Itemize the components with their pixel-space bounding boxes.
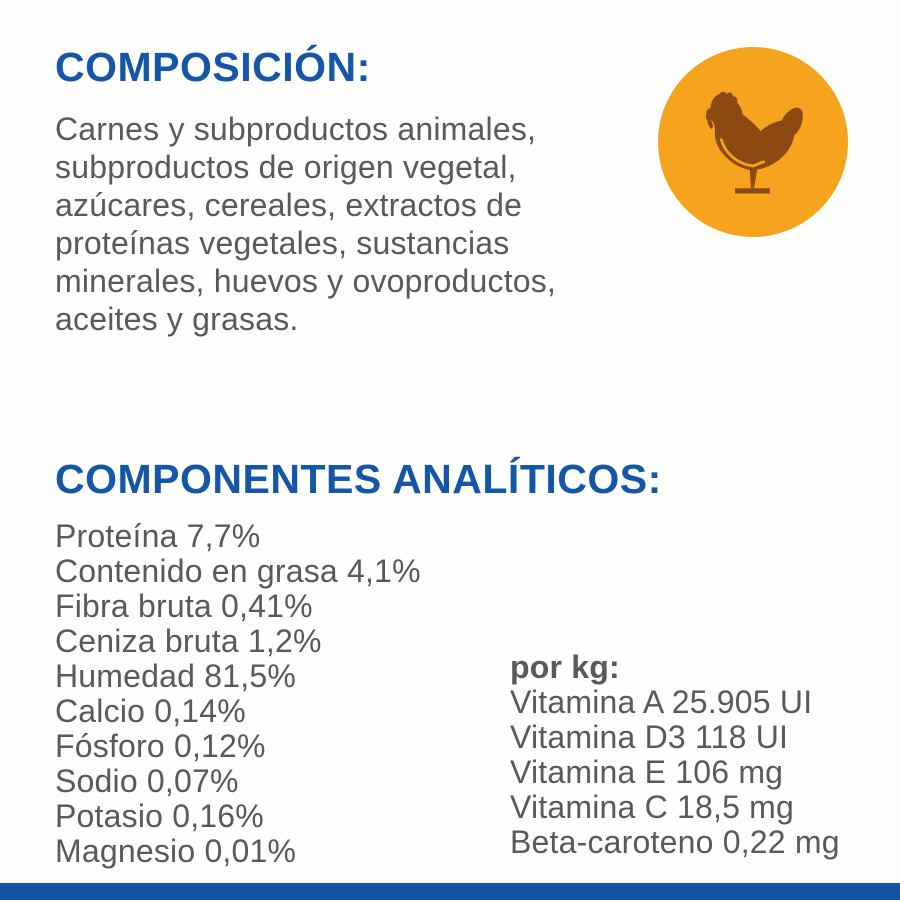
footer-bar xyxy=(0,883,900,900)
per-kg-list xyxy=(510,685,840,860)
component-item: Fibra bruta 0,41% xyxy=(55,588,313,624)
composition-line: aceites y grasas. xyxy=(55,301,299,337)
per-kg-item: Beta-caroteno 0,22 mg xyxy=(510,824,840,860)
per-kg-item: Vitamina C 18,5 mg xyxy=(510,789,795,825)
component-list xyxy=(55,519,421,869)
component-item: Ceniza bruta 1,2% xyxy=(55,623,322,659)
component-item: Humedad 81,5% xyxy=(55,658,296,694)
component-item: Contenido en grasa 4,1% xyxy=(55,553,421,589)
component-item: Proteína 7,7% xyxy=(55,518,261,554)
composition-text xyxy=(55,110,556,338)
component-item: Fósforo 0,12% xyxy=(55,728,266,764)
component-item: Calcio 0,14% xyxy=(55,693,246,729)
component-item: Sodio 0,07% xyxy=(55,763,239,799)
composition-line: Carnes y subproductos animales, xyxy=(55,111,537,147)
per-kg-item: Vitamina A 25.905 UI xyxy=(510,684,813,720)
composition-heading: COMPOSICIÓN: xyxy=(55,44,371,90)
composition-line: proteínas vegetales, sustancias xyxy=(55,225,510,261)
per-kg-item: Vitamina E 106 mg xyxy=(510,754,784,790)
component-item: Magnesio 0,01% xyxy=(55,833,297,869)
per-kg-section xyxy=(510,650,840,860)
chicken-badge xyxy=(658,47,848,237)
chicken-icon xyxy=(700,91,806,203)
component-item: Potasio 0,16% xyxy=(55,798,264,834)
composition-line: minerales, huevos y ovoproductos, xyxy=(55,263,557,299)
composition-line: azúcares, cereales, extractos de xyxy=(55,187,523,223)
per-kg-label: por kg: xyxy=(510,649,620,685)
composition-line: subproductos de origen vegetal, xyxy=(55,149,517,185)
per-kg-item: Vitamina D3 118 UI xyxy=(510,719,789,755)
analytical-heading: COMPONENTES ANALÍTICOS: xyxy=(55,456,662,502)
